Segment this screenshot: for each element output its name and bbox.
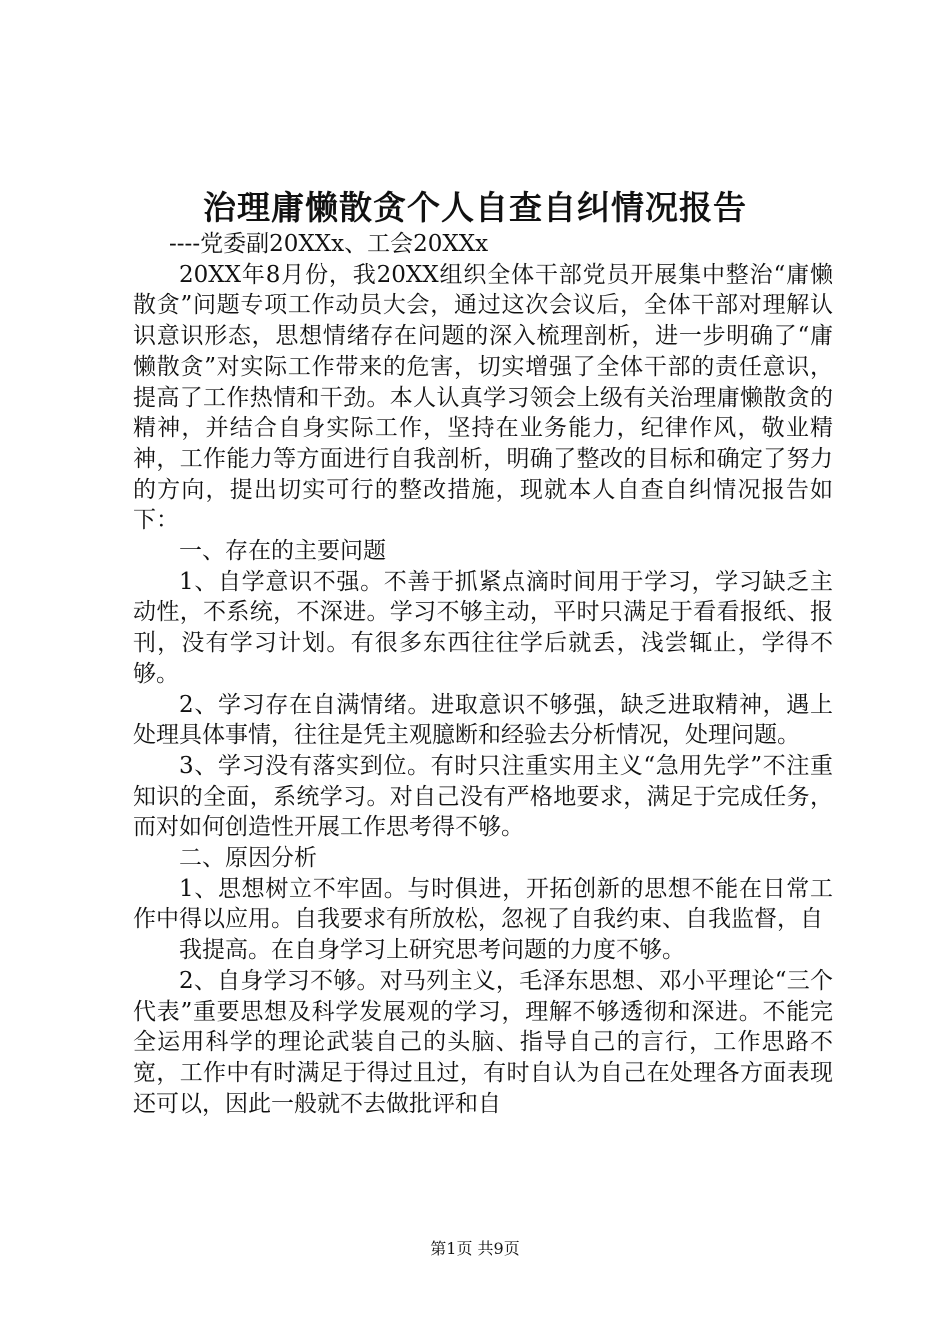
document-body	[133, 229, 833, 1119]
section-heading-causes: 二、原因分析	[179, 845, 317, 872]
document-title: 治理庸懒散贪个人自查自纠情况报告	[203, 188, 747, 227]
document-subtitle: ----党委副20XXx、工会20XXx	[169, 231, 489, 257]
page-number: 第1页 共9页	[430, 1239, 520, 1258]
cause-paragraph-2: 2、自身学习不够。对马列主义，毛泽东思想、邓小平理论“三个代表”重要思想及科学发展观的学习，理解不够透彻和深进。不能完全运用科学的理论武装自己的头脑、指导自己的言行，工作思路不宽，工作中有时满足于得过且过，有时自认为自己在处理各方面表现还可以，因此一般就不去做批评和自	[133, 967, 833, 1117]
cause-paragraph-1: 1、思想树立不牢固。与时俱进，开拓创新的思想不能在日常工作中得以应用。自我要求有所放松，忽视了自我约束、自我监督，自	[133, 875, 833, 933]
section-heading-problems: 一、存在的主要问题	[179, 538, 386, 565]
problem-paragraph-3: 3、学习没有落实到位。有时只注重实用主义“急用先学”不注重知识的全面，系统学习。对自己没有严格地要求，满足于完成任务，而对如何创造性开展工作思考得不够。	[133, 752, 833, 841]
problem-paragraph-2: 2、学习存在自满情绪。进取意识不够强，缺乏进取精神，遇上处理具体事情，往往是凭主观臆断和经验去分析情况，处理问题。	[133, 691, 833, 749]
cause-paragraph-1-continued: 我提高。在自身学习上研究思考问题的力度不够。	[179, 937, 685, 964]
problem-paragraph-1: 1、自学意识不强。不善于抓紧点滴时间用于学习，学习缺乏主动性，不系统，不深进。学习不够主动，平时只满足于看看报纸、报刊，没有学习计划。有很多东西往往学后就丢，浅尝辄止，学得不够。	[133, 568, 833, 687]
intro-paragraph: 20XX年8月份，我20XX组织全体干部党员开展集中整治“庸懒散贪”问题专项工作动员大会，通过这次会议后，全体干部对理解认识意识形态，思想情绪存在问题的深入梳理剖析，进一步明确了“庸懒散贪”对实际工作带来的危害，切实增强了全体干部的责任意识，提高了工作热情和干劲。本人认真学习领会上级有关治理庸懒散贪的精神，并结合自身实际工作，坚持在业务能力，纪律作风，敬业精神，工作能力等方面进行自我剖析，明确了整改的目标和确定了努力的方向，提出切实可行的整改措施，现就本人自查自纠情况报告如下：	[133, 261, 833, 534]
